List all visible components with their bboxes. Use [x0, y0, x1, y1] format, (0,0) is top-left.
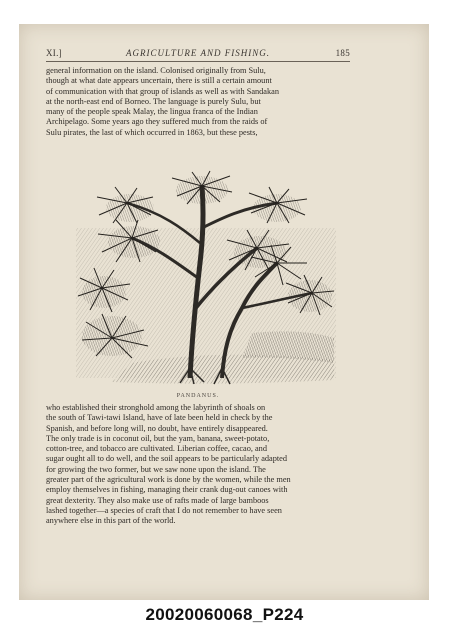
- text-line: Spanish, and before long will, no doubt, have entirely disappeared.: [46, 423, 268, 433]
- paragraph-bottom: [46, 403, 350, 527]
- text-line: of communication with that group of islands as well as with Sandakan: [46, 86, 279, 96]
- paragraph-top: [46, 66, 350, 138]
- running-header: [46, 48, 350, 60]
- text-line: many of the people speak Malay, the lingua franca of the Indian: [46, 107, 258, 117]
- text-line: anywhere else in this part of the world.: [46, 516, 176, 526]
- text-line: great dexterity. They also make use of rafts made of large bamboos: [46, 495, 269, 505]
- text-line: greater part of the agricultural work is done by the women, while the men: [46, 475, 291, 485]
- pandanus-illustration: [72, 168, 340, 390]
- archive-id-label: 20020060068_P224: [145, 605, 304, 624]
- text-line: Sulu pirates, the last of which occurred in 1863, but these pests,: [46, 127, 258, 137]
- text-line: the south of Tawi-tawi Island, have of late been held in check by the: [46, 413, 273, 423]
- running-title: AGRICULTURE AND FISHING.: [126, 48, 270, 58]
- text-line: for growing the two former, but we saw none upon the island. The: [46, 464, 266, 474]
- page-number: 185: [335, 48, 350, 58]
- text-line: at the north-east end of Borneo. The language is purely Sulu, but: [46, 96, 261, 106]
- text-line: sugar ought all to do well, and the soil appears to be particularly adapted: [46, 454, 287, 464]
- text-line: general information on the island. Colonised originally from Sulu,: [46, 66, 266, 75]
- figure-caption: PANDANUS.: [176, 393, 220, 399]
- text-line: though at what date appears uncertain, there is still a certain amount: [46, 76, 272, 86]
- text-line: employ themselves in fishing, managing their crank dug-out canoes with: [46, 485, 288, 495]
- text-line: The only trade is in coconut oil, but the yam, banana, sweet-potato,: [46, 433, 270, 443]
- text-line: cotton-tree, and tobacco are cultivated. Liberian coffee, cacao, and: [46, 444, 267, 454]
- text-line: Archipelago. Some years ago they suffered much from the raids of: [46, 117, 268, 127]
- chapter-number: XI.]: [46, 48, 62, 58]
- text-line: who established their stronghold among the labyrinth of shoals on: [46, 403, 266, 412]
- text-line: lashed together—a species of craft that I do not remember to have seen: [46, 505, 282, 515]
- header-rule: [46, 61, 350, 62]
